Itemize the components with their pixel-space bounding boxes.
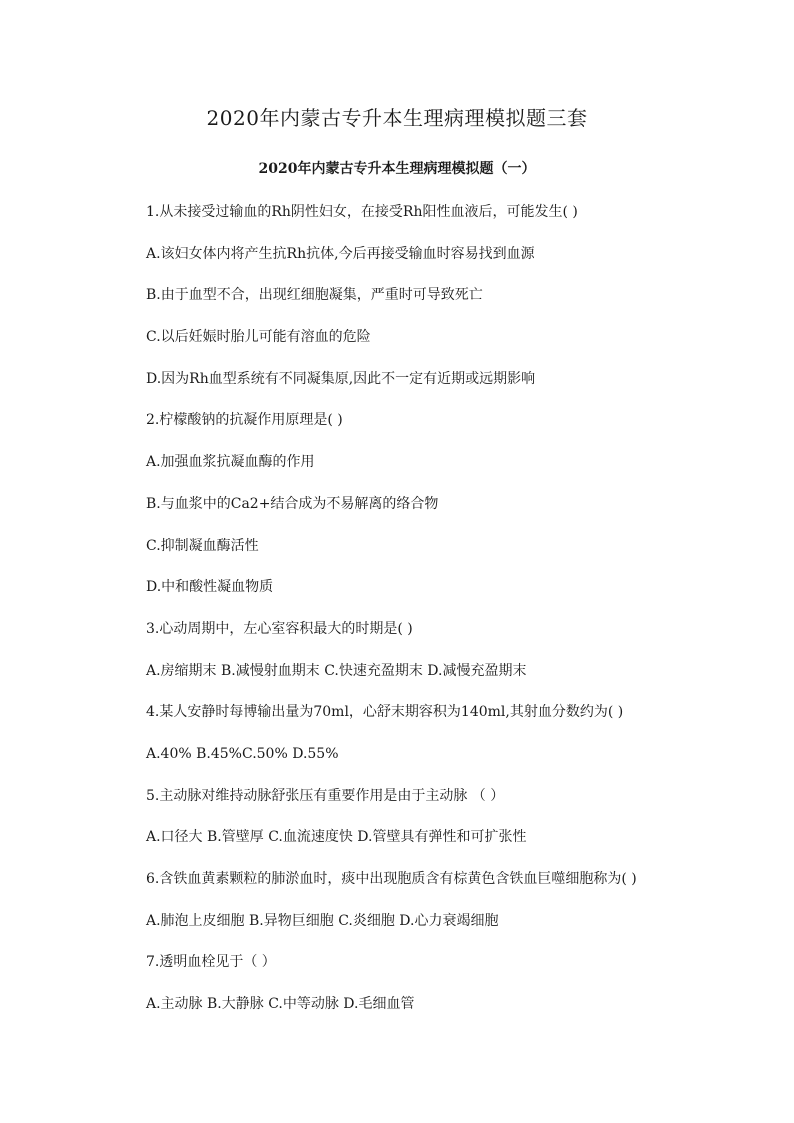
option-line: B.与血浆中的Ca2+结合成为不易解离的络合物 — [146, 495, 439, 512]
option-line: D.中和酸性凝血物质 — [146, 579, 274, 596]
option-line: A.主动脉 B.大静脉 C.中等动脉 D.毛细血管 — [146, 996, 415, 1013]
option-line: A.房缩期末 B.减慢射血期末 C.快速充盈期末 D.减慢充盈期末 — [146, 662, 527, 679]
question-line: 1.从未接受过输血的Rh阴性妇女，在接受Rh阳性血液后，可能发生( ) — [146, 204, 578, 220]
option-line: A.口径大 B.管壁厚 C.血流速度快 D.管壁具有弹性和可扩张性 — [146, 829, 527, 846]
option-line: B.由于血型不合，出现红细胞凝集，严重时可导致死亡 — [146, 287, 483, 304]
question-line: 7.透明血栓见于（ ） — [146, 954, 276, 971]
option-line: A.40% B.45%C.50% D.55% — [146, 745, 339, 762]
question-line: 5.主动脉对维持动脉舒张压有重要作用是由于主动脉 （ ） — [146, 787, 505, 804]
option-line: C.抑制凝血酶活性 — [146, 537, 259, 554]
document-subtitle: 2020年内蒙古专升本生理病理模拟题（一） — [258, 161, 536, 177]
question-line: 6.含铁血黄素颗粒的肺淤血时，痰中出现胞质含有棕黄色含铁血巨噬细胞称为( ) — [146, 871, 637, 887]
option-line: A.加强血浆抗凝血酶的作用 — [146, 454, 315, 471]
question-line: 2.柠檬酸钠的抗凝作用原理是( ) — [146, 412, 343, 429]
option-line: D.因为Rh血型系统有不同凝集原,因此不一定有近期或远期影响 — [146, 370, 536, 387]
option-line: A.肺泡上皮细胞 B.异物巨细胞 C.炎细胞 D.心力衰竭细胞 — [146, 912, 499, 929]
option-line: C.以后妊娠时胎儿可能有溶血的危险 — [146, 329, 371, 346]
question-list — [146, 202, 756, 1036]
question-line: 4.某人安静时每博输出量为70ml，心舒末期容积为140ml,其射血分数约为( ) — [146, 704, 624, 721]
document-title: 2020年内蒙古专升本生理病理模拟题三套 — [206, 106, 588, 130]
option-line: A.该妇女体内将产生抗Rh抗体,今后再接受输血时容易找到血源 — [146, 245, 535, 262]
question-line: 3.心动周期中，左心室容积最大的时期是( ) — [146, 620, 413, 637]
